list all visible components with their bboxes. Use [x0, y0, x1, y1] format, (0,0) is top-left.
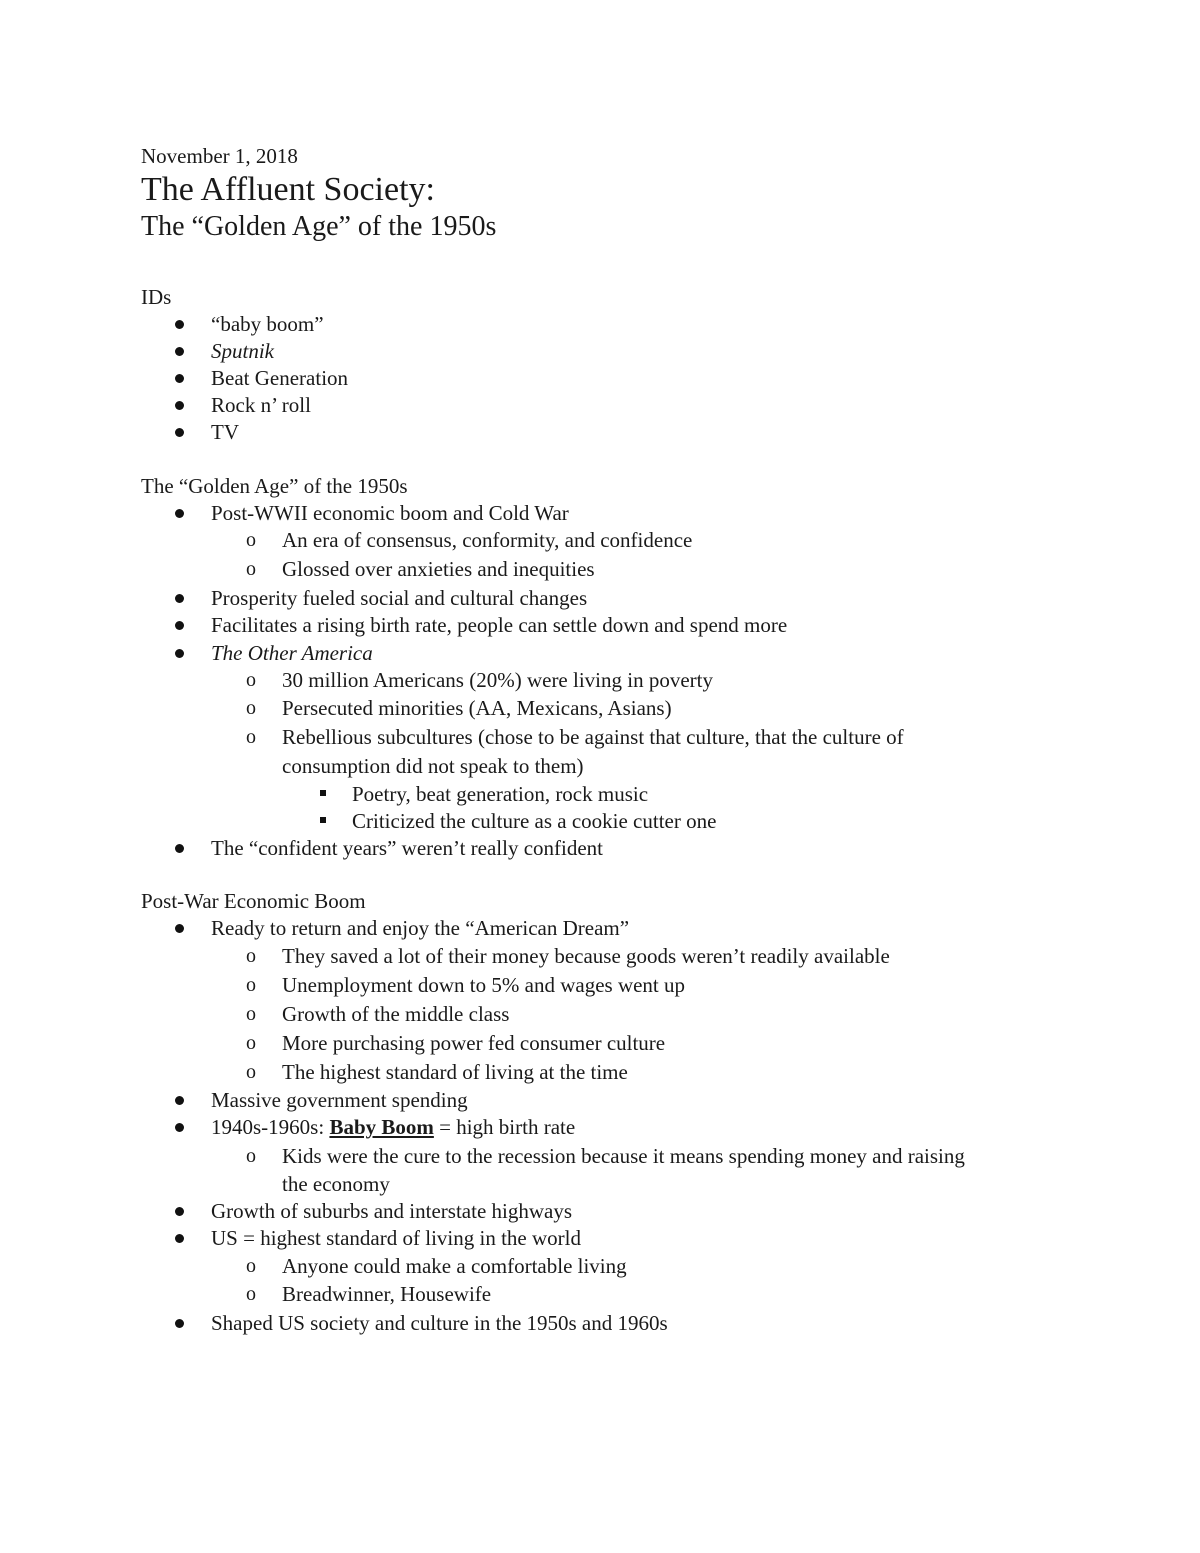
sub-bullet-icon: o	[246, 945, 256, 967]
sub-sub-list-item: Criticized the culture as a cookie cutter one	[352, 809, 717, 833]
ids-heading: IDs	[141, 285, 172, 309]
sub-sub-list-item: Poetry, beat generation, rock music	[352, 782, 649, 806]
list-item: Ready to return and enjoy the “American Dream”	[211, 916, 630, 940]
sub-list-item: Glossed over anxieties and inequities	[282, 557, 595, 581]
list-item: Rock n’ roll	[211, 393, 311, 417]
list-item: Post-WWII economic boom and Cold War	[211, 501, 569, 525]
sub-list-item: Persecuted minorities (AA, Mexicans, Asians)	[282, 696, 672, 720]
sub-list-item: 30 million Americans (20%) were living in poverty	[282, 668, 713, 692]
sub-bullet-icon: o	[246, 1145, 256, 1167]
sub-bullet-icon: o	[246, 974, 256, 996]
sub-list-item: They saved a lot of their money because goods weren’t readily available	[282, 944, 890, 968]
baby-boom-years: 1940s-1960s:	[211, 1115, 330, 1139]
list-item: Growth of suburbs and interstate highways	[211, 1199, 573, 1223]
list-item: Sputnik	[211, 339, 274, 363]
sub-bullet-icon: o	[246, 1061, 256, 1083]
note-date: November 1, 2018	[141, 144, 298, 168]
sub-list-item: More purchasing power fed consumer culture	[282, 1031, 666, 1055]
list-item: US = highest standard of living in the world	[211, 1226, 581, 1250]
list-item	[211, 1115, 575, 1139]
sub-bullet-icon: o	[246, 697, 256, 719]
list-item: Beat Generation	[211, 366, 349, 390]
list-item: The Other America	[211, 641, 373, 665]
list-item: TV	[211, 420, 239, 444]
sub-bullet-icon: o	[246, 558, 256, 580]
sub-list-item-continued: consumption did not speak to them)	[282, 754, 584, 778]
sub-bullet-icon: o	[246, 1255, 256, 1277]
sub-list-item: Rebellious subcultures (chose to be against that culture, that the culture of	[282, 725, 904, 749]
sub-bullet-icon: o	[246, 1283, 256, 1305]
sub-list-item: An era of consensus, conformity, and confidence	[282, 528, 693, 552]
sub-list-item: The highest standard of living at the time	[282, 1060, 628, 1084]
sub-list-item: Anyone could make a comfortable living	[282, 1254, 627, 1278]
sub-bullet-icon: o	[246, 669, 256, 691]
sub-bullet-icon: o	[246, 529, 256, 551]
economic-boom-heading: Post-War Economic Boom	[141, 889, 366, 913]
list-item: Prosperity fueled social and cultural changes	[211, 586, 588, 610]
sub-list-item: Kids were the cure to the recession because it means spending money and raising	[282, 1144, 965, 1168]
sub-list-item: Unemployment down to 5% and wages went up	[282, 973, 686, 997]
list-item: Massive government spending	[211, 1088, 468, 1112]
baby-boom-term: Baby Boom	[329, 1115, 434, 1139]
baby-boom-definition: = high birth rate	[433, 1115, 576, 1139]
sub-list-item-continued: the economy	[282, 1172, 390, 1196]
sub-bullet-icon: o	[246, 726, 256, 748]
list-item: Shaped US society and culture in the 1950s and 1960s	[211, 1311, 668, 1335]
list-item: “baby boom”	[211, 312, 324, 336]
page-subtitle: The “Golden Age” of the 1950s	[141, 211, 497, 242]
sub-bullet-icon: o	[246, 1003, 256, 1025]
sub-list-item: Breadwinner, Housewife	[282, 1282, 492, 1306]
golden-age-heading: The “Golden Age” of the 1950s	[141, 474, 408, 498]
list-item: Facilitates a rising birth rate, people can settle down and spend more	[211, 613, 788, 637]
sub-list-item: Growth of the middle class	[282, 1002, 510, 1026]
page-title: The Affluent Society:	[141, 171, 435, 208]
sub-bullet-icon: o	[246, 1032, 256, 1054]
list-item: The “confident years” weren’t really confident	[211, 836, 604, 860]
